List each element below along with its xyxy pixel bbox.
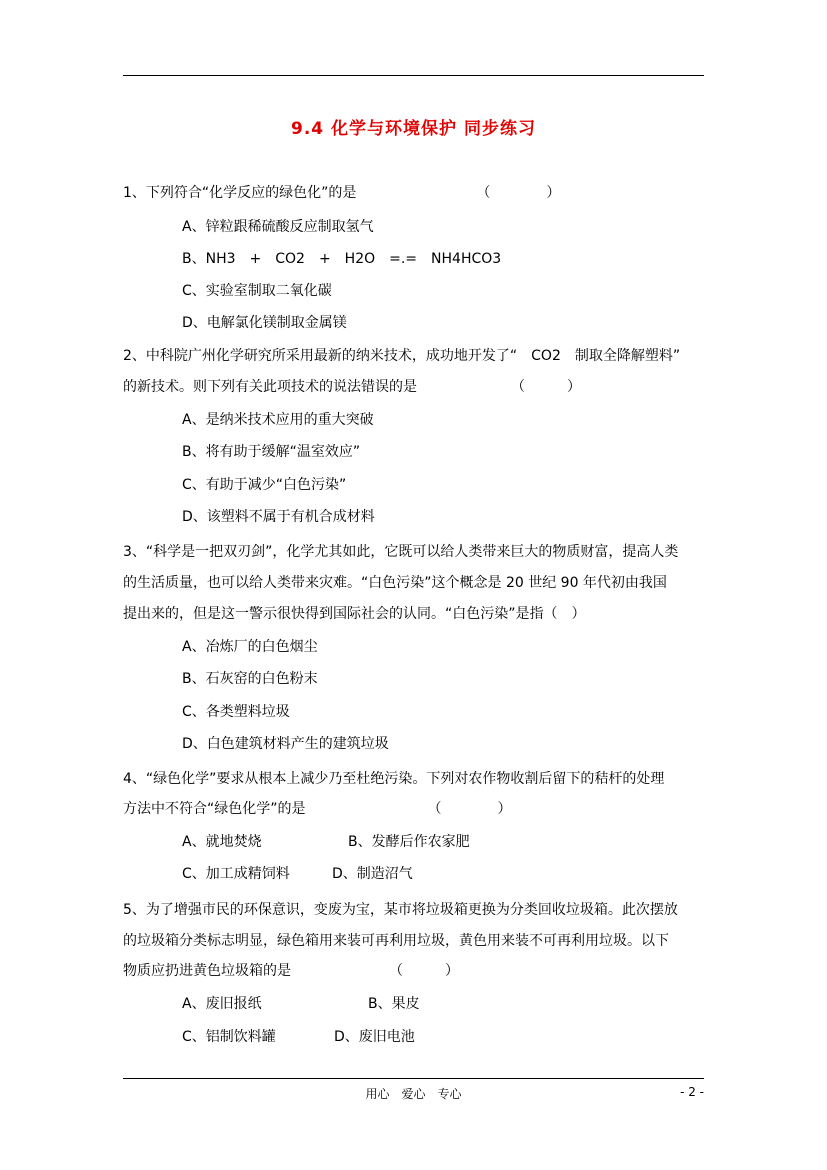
option-row-5a [182, 994, 420, 1014]
option-4d: D、制造沼气 [332, 866, 413, 882]
option-1b: B、NH3 + CO2 + H2O =.= NH4HCO3 [182, 251, 502, 267]
option-4c: C、加工成精饲料 [182, 866, 290, 882]
option-1c: C、实验室制取二氧化碳 [182, 283, 332, 299]
option-row-5b [182, 1027, 415, 1047]
page-number: - 2 - [680, 1085, 704, 1099]
page-title: 9.4 化学与环境保护 同步练习 [291, 119, 536, 139]
option-5b: B、果皮 [368, 996, 420, 1012]
option-2a: A、是纳米技术应用的重大突破 [182, 412, 374, 428]
question-stem: 的新技术。则下列有关此项技术的说法错误的是 [123, 379, 417, 395]
question-5-line1: 5、为了增强市民的环保意识，变废为宝，某市将垃圾箱更换为分类回收垃圾箱。此次摆放 [123, 902, 678, 918]
option-3b: B、石灰窑的白色粉末 [182, 671, 318, 687]
answer-paren: （ ） [511, 379, 581, 395]
option-row-4a [182, 832, 470, 852]
question-4-line1: 4、“绿色化学”要求从根本上减少乃至杜绝污染。下列对农作物收割后留下的秸杆的处理 [123, 771, 665, 787]
option-5c: C、铝制饮料罐 [182, 1029, 276, 1045]
question-stem: 1、下列符合“化学反应的绿色化”的是 [123, 185, 357, 201]
answer-paren: （ ） [389, 963, 459, 979]
option-2d: D、该塑料不属于有机合成材料 [182, 509, 375, 525]
option-5d: D、废旧电池 [334, 1029, 415, 1045]
option-4a: A、就地焚烧 [182, 834, 262, 850]
option-2c: C、有助于减少“白色污染” [182, 477, 347, 493]
question-5-line2: 的垃圾箱分类标志明显，绿色箱用来装可再利用垃圾，黄色用来装不可再利用垃圾。以下 [123, 933, 669, 949]
option-3c: C、各类塑料垃圾 [182, 704, 290, 720]
question-3-line2: 的生活质量，也可以给人类带来灾难。“白色污染”这个概念是 20 世纪 90 年代初由我国 [123, 575, 667, 591]
header-rule [123, 75, 704, 76]
question-stem: 物质应扔进黄色垃圾箱的是 [123, 963, 291, 979]
question-1 [123, 177, 560, 209]
question-4-line2 [123, 793, 512, 825]
footer-motto: 用心 爱心 专心 [365, 1087, 462, 1101]
question-5-line3 [123, 955, 459, 987]
option-3a: A、冶炼厂的白色烟尘 [182, 639, 318, 655]
answer-paren: （ ） [427, 801, 512, 817]
option-5a: A、废旧报纸 [182, 996, 262, 1012]
footer-rule [123, 1078, 704, 1079]
question-stem: 方法中不符合“绿色化学”的是 [123, 801, 306, 817]
question-3-line1: 3、“科学是一把双刃剑”，化学尤其如此，它既可以给人类带来巨大的物质财富，提高人类 [123, 544, 679, 560]
option-2b: B、将有助于缓解“温室效应” [182, 444, 361, 460]
option-3d: D、白色建筑材料产生的建筑垃圾 [182, 736, 389, 752]
option-4b: B、发酵后作农家肥 [348, 834, 470, 850]
option-1d: D、电解氯化镁制取金属镁 [182, 315, 347, 331]
question-2-line1: 2、中科院广州化学研究所采用最新的纳米技术，成功地开发了“ CO2 制取全降解塑料” [123, 348, 681, 364]
question-2-line2 [123, 371, 581, 403]
answer-paren: （ ） [476, 185, 561, 201]
option-row-4b [182, 864, 413, 884]
option-1a: A、锌粒跟稀硫酸反应制取氢气 [182, 219, 374, 235]
question-3-line3: 提出来的，但是这一警示很快得到国际社会的认同。“白色污染”是指（ ） [123, 606, 586, 622]
